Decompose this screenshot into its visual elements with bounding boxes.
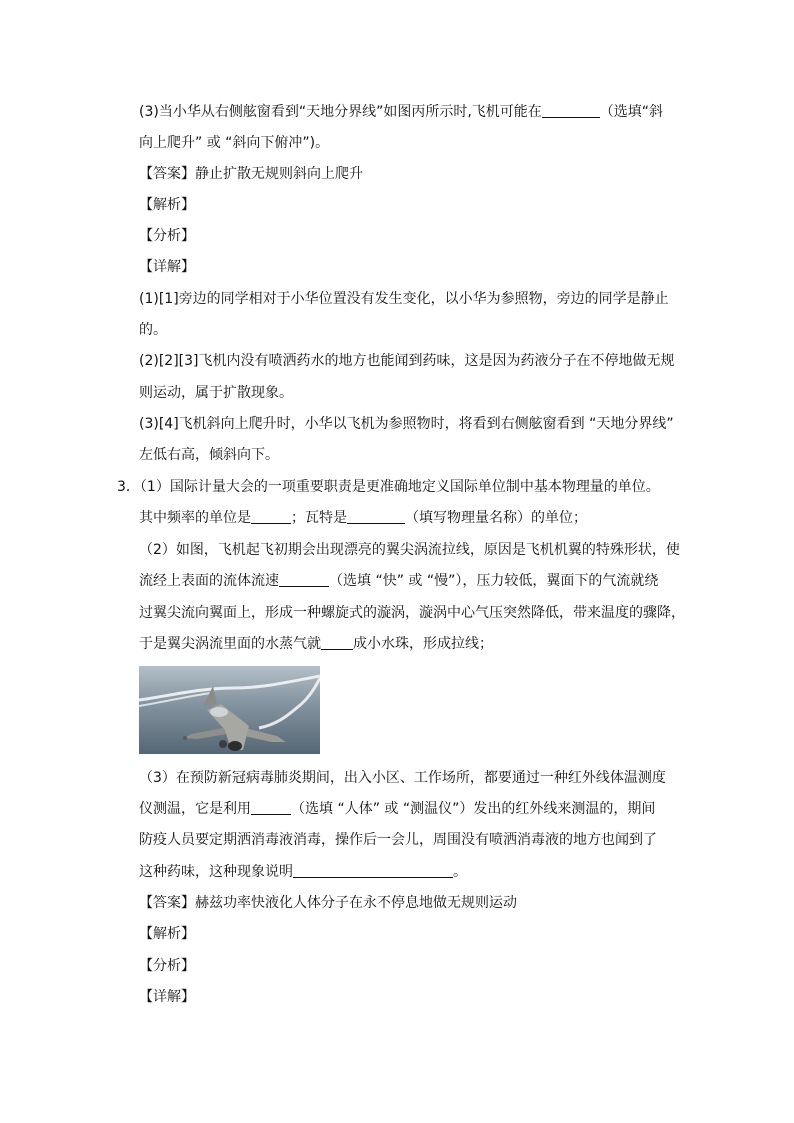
question-3-line-8 [139, 799, 655, 819]
answer-text: 赫兹功率快液化人体分子在永不停息地做无规则运动 [195, 895, 517, 911]
question-text: （选填 “快” 或 “慢”），压力较低，翼面下的气流就绕 [329, 573, 659, 589]
question-2-part-3-line-2: 向上爬升” 或 “斜向下俯冲”)。 [139, 135, 330, 151]
analysis-heading: 【解析】 [139, 197, 195, 213]
question-text: （填写物理量名称）的单位； [405, 510, 587, 526]
question-text: 仪测温，它是利用 [139, 801, 251, 817]
detail-line: (2)[2][3]飞机内没有喷洒药水的地方也能闻到药味，这是因为药液分子在不停地做无规 [139, 353, 675, 369]
question-text: ；瓦特是 [291, 510, 347, 526]
question-text: 成小水珠，形成拉线； [353, 636, 493, 652]
question-text: 流经上表面的流体流速 [139, 573, 279, 589]
question-3-line-9: 防疫人员要定期洒消毒液消毒，操作后一会儿，周围没有喷洒消毒液的地方也闻到了 [139, 832, 657, 848]
detail-line: 的。 [139, 322, 167, 338]
answer-blank [321, 635, 353, 650]
detail-line: (1)[1]旁边的同学相对于小华位置没有发生变化，以小华为参照物，旁边的同学是静止 [139, 291, 669, 307]
question-3-line-2 [139, 508, 587, 528]
detail-line: 左低右高，倾斜向下。 [139, 447, 279, 463]
question-3-line-6 [139, 634, 493, 654]
analysis-subheading: 【分析】 [139, 228, 195, 244]
question-text: 这种药味，这种现象说明 [139, 864, 293, 880]
answer-tag: 【答案】 [139, 895, 195, 911]
question-3-line-7: （3）在预防新冠病毒肺炎期间，出入小区、工作场所，都要通过一种红外线体温测度 [139, 770, 666, 786]
question-3-line-1: 3．（1）国际计量大会的一项重要职责是更准确地定义国际单位制中基本物理量的单位。 [117, 479, 660, 495]
answer-blank [251, 509, 291, 524]
question-3-line-10 [139, 862, 467, 882]
question-text: （选填 “人体” 或 “测温仪”）发出的红外线来测温的，期间 [291, 801, 656, 817]
answer-blank [293, 863, 453, 878]
detail-heading: 【详解】 [139, 259, 195, 275]
answer-line [139, 164, 363, 184]
detail-heading: 【详解】 [139, 989, 195, 1005]
analysis-heading: 【解析】 [139, 926, 195, 942]
jet-wingtip-vortex-photo [139, 666, 320, 754]
answer-blank [542, 103, 600, 118]
question-3-line-4 [139, 571, 658, 591]
answer-line [139, 893, 517, 913]
answer-text: 静止扩散无规则斜向上爬升 [195, 166, 363, 182]
question-3-line-3: （2）如图，飞机起飞初期会出现漂亮的翼尖涡流拉线，原因是飞机机翼的特殊形状，使 [139, 542, 680, 558]
question-text: 。 [453, 864, 467, 880]
answer-tag: 【答案】 [139, 166, 195, 182]
question-2-part-3-line-1 [139, 102, 663, 122]
answer-blank [347, 509, 405, 524]
analysis-subheading: 【分析】 [139, 958, 195, 974]
question-text: （选填“斜 [599, 104, 664, 120]
jet-photo-illustration [139, 666, 320, 754]
answer-blank [279, 572, 329, 587]
answer-blank [251, 800, 291, 815]
question-text: 于是翼尖涡流里面的水蒸气就 [139, 636, 321, 652]
question-text: 其中频率的单位是 [139, 510, 251, 526]
detail-line: (3)[4]飞机斜向上爬升时，小华以飞机为参照物时，将看到右侧舷窗看到 “天地分界线” [139, 416, 674, 432]
question-3-line-5: 过翼尖流向翼面上，形成一种螺旋式的漩涡，漩涡中心气压突然降低，带来温度的骤降， [139, 605, 685, 621]
detail-line: 则运动，属于扩散现象。 [139, 385, 293, 401]
question-text: (3)当小华从右侧舷窗看到“天地分界线”如图丙所示时,飞机可能在 [139, 104, 542, 120]
